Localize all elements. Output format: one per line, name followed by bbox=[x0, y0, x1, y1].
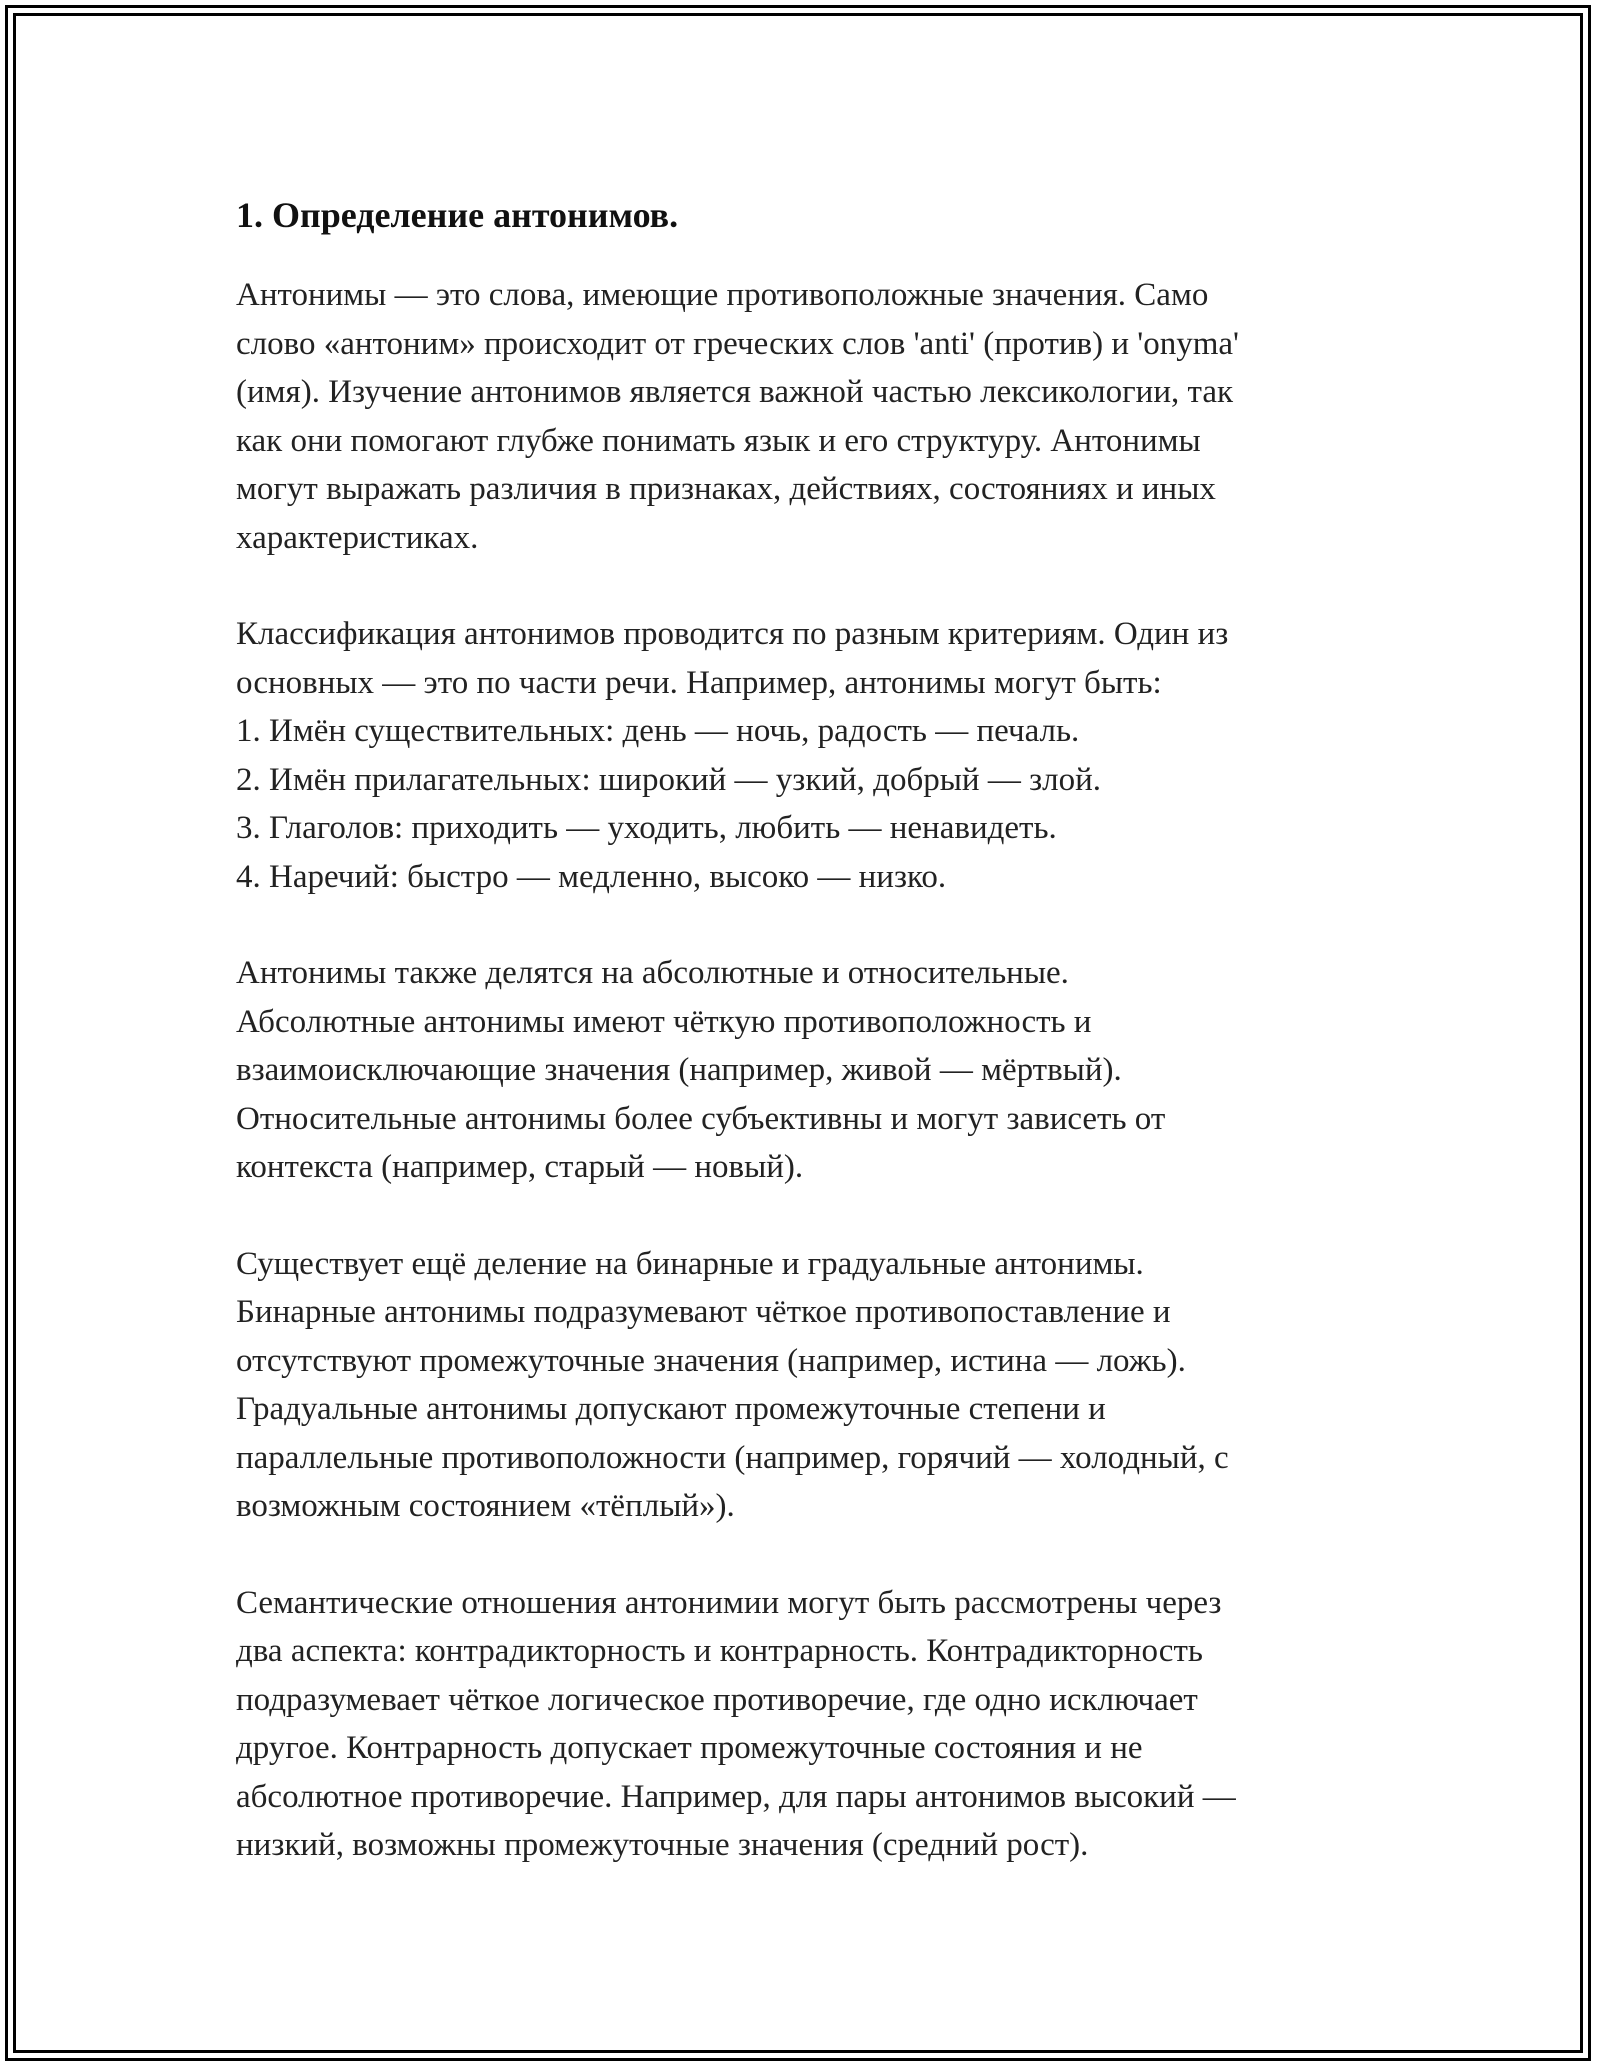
list-item: 4. Наречий: быстро — медленно, высоко — низко. bbox=[236, 858, 947, 895]
text-line: отсутствуют промежуточные значения (например, истина — ложь). bbox=[236, 1342, 1186, 1379]
text-line: контекста (например, старый — новый). bbox=[236, 1149, 804, 1185]
list-item: 3. Глаголов: приходить — уходить, любить — ненавидеть. bbox=[236, 810, 1057, 846]
text-line: основных — это по части речи. Например, антонимы могут быть: bbox=[236, 664, 1162, 701]
paragraph-binary-gradual bbox=[236, 1240, 1376, 1531]
list-item: 2. Имён прилагательных: широкий — узкий, добрый — злой. bbox=[236, 761, 1102, 798]
text-line: параллельные противоположности (например, горячий — холодный, с bbox=[236, 1439, 1229, 1476]
text-line: Существует ещё деление на бинарные и градуальные антонимы. bbox=[236, 1245, 1144, 1282]
list-item: 1. Имён существительных: день — ночь, радость — печаль. bbox=[236, 713, 1080, 749]
document-body bbox=[236, 185, 1376, 1918]
text-line: Абсолютные антонимы имеют чёткую противоположность и bbox=[236, 1003, 1092, 1040]
text-line: Антонимы — это слова, имеющие противоположные значения. Само bbox=[236, 277, 1209, 313]
paragraph-semantic-relations bbox=[236, 1579, 1376, 1870]
text-line: другое. Контрарность допускает промежуточные состояния и не bbox=[236, 1730, 1143, 1766]
paragraph-absolute-relative bbox=[236, 949, 1376, 1192]
text-line: (имя). Изучение антонимов является важной частью лексикологии, так bbox=[236, 374, 1233, 410]
text-line: взаимоисключающие значения (например, живой — мёртвый). bbox=[236, 1052, 1122, 1088]
paragraph-classification bbox=[236, 610, 1376, 901]
text-line: характеристиках. bbox=[236, 519, 479, 556]
text-line: могут выражать различия в признаках, действиях, состояниях и иных bbox=[236, 471, 1216, 507]
text-line: подразумевает чёткое логическое противоречие, где одно исключает bbox=[236, 1681, 1198, 1718]
text-line: Бинарные антонимы подразумевают чёткое противопоставление и bbox=[236, 1294, 1171, 1330]
text-line: слово «антоним» происходит от греческих слов 'anti' (против) и 'onyma' bbox=[236, 325, 1239, 362]
text-line: два аспекта: контрадикторность и контрарность. Контрадикторность bbox=[236, 1633, 1203, 1669]
section-heading: 1. Определение антонимов. bbox=[236, 195, 679, 235]
text-line: Семантические отношения антонимии могут быть рассмотрены через bbox=[236, 1584, 1222, 1621]
text-line: Антонимы также делятся на абсолютные и относительные. bbox=[236, 955, 1069, 991]
text-line: Относительные антонимы более субъективны и могут зависеть от bbox=[236, 1100, 1166, 1137]
text-line: низкий, возможны промежуточные значения (средний рост). bbox=[236, 1827, 1089, 1863]
paragraph-definition bbox=[236, 271, 1376, 562]
text-line: абсолютное противоречие. Например, для пары антонимов высокий — bbox=[236, 1778, 1236, 1815]
text-line: возможным состоянием «тёплый»). bbox=[236, 1488, 735, 1524]
text-line: как они помогают глубже понимать язык и его структуру. Антонимы bbox=[236, 422, 1201, 459]
text-line: Классификация антонимов проводится по разным критериям. Один из bbox=[236, 616, 1229, 652]
text-line: Градуальные антонимы допускают промежуточные степени и bbox=[236, 1391, 1106, 1427]
